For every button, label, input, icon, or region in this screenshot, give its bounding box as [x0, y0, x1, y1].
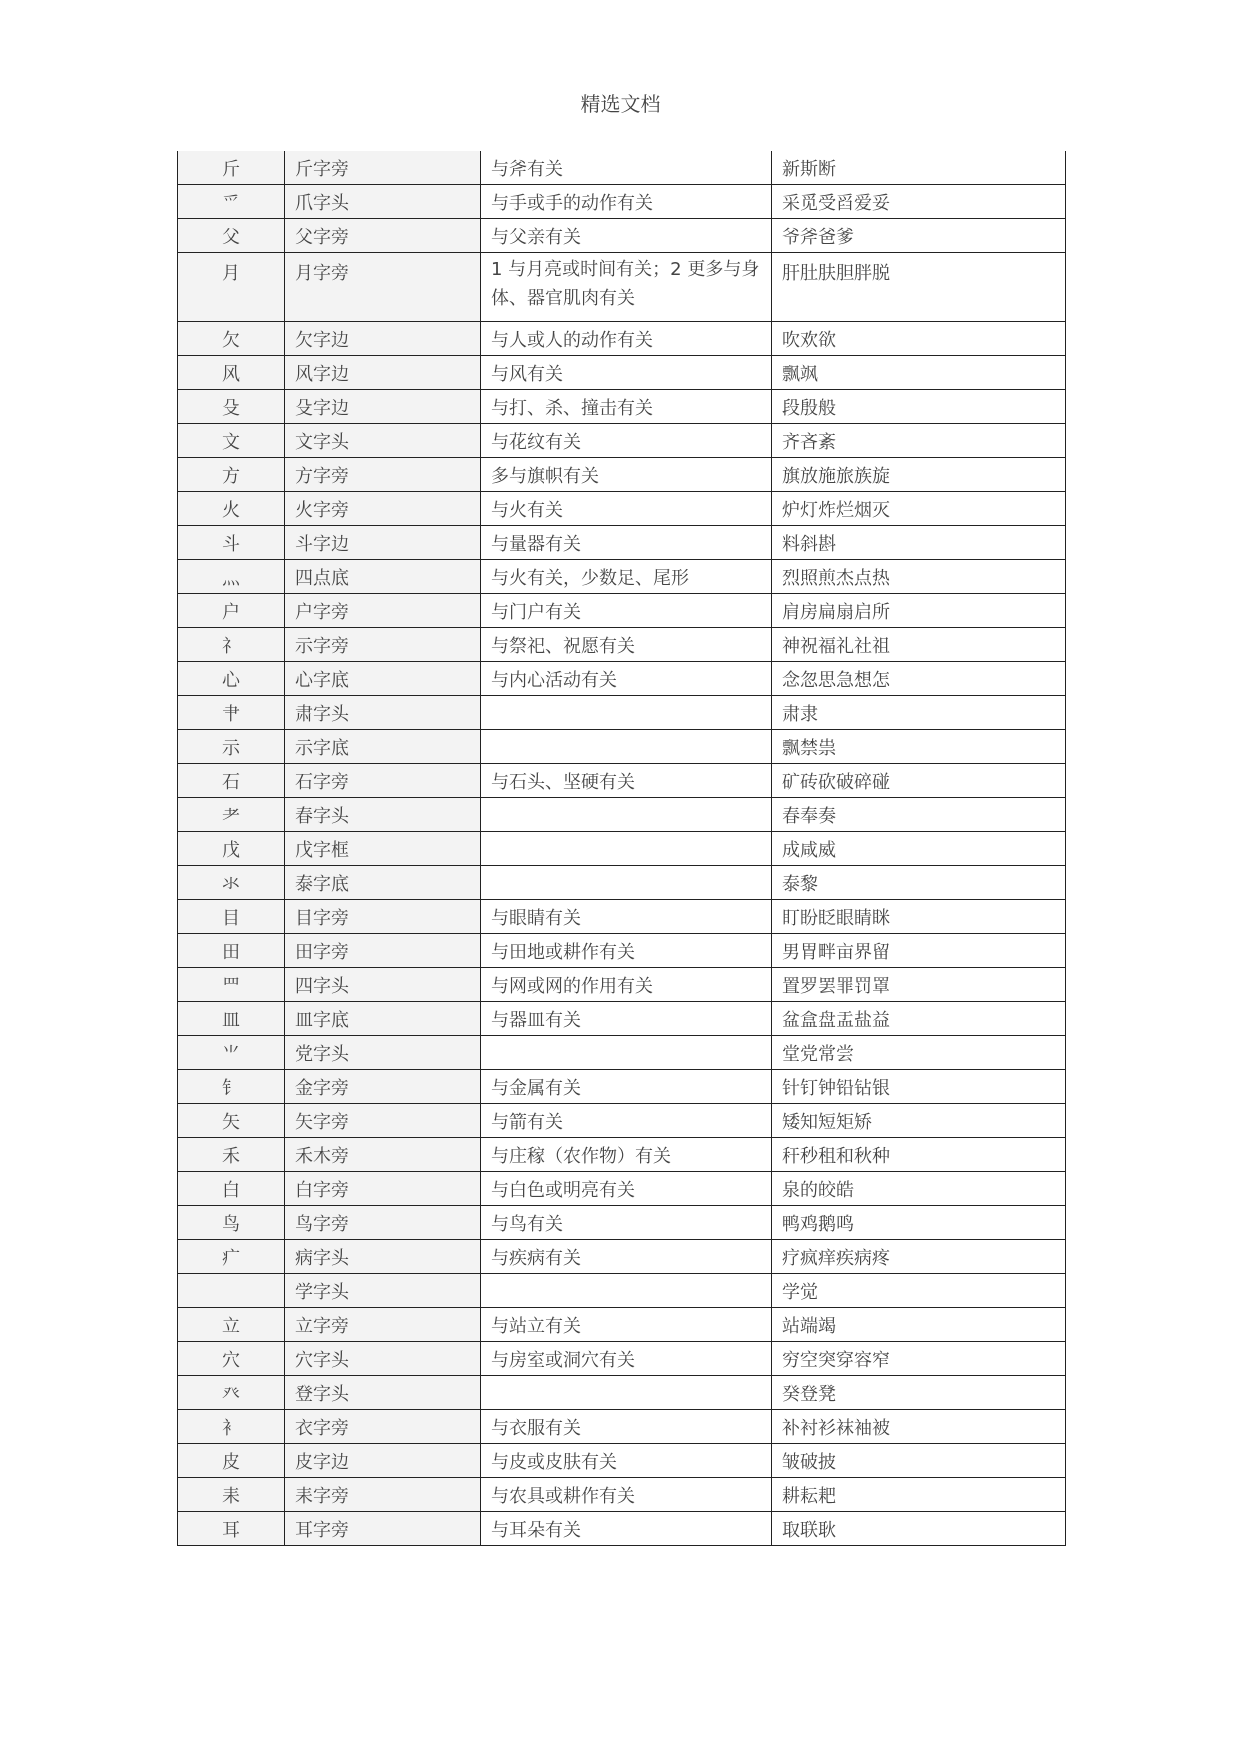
radical-name-cell: 白字旁 [285, 1172, 481, 1206]
examples-cell: 盯盼眨眼睛眯 [772, 900, 1066, 934]
radical-name-cell: 春字头 [285, 798, 481, 832]
examples-cell: 春奉奏 [772, 798, 1066, 832]
examples-cell: 神祝福礼社祖 [772, 628, 1066, 662]
radical-name-cell: 心字底 [285, 662, 481, 696]
meaning-cell: 与门户有关 [481, 594, 772, 628]
table-row [178, 1172, 1066, 1206]
examples-cell: 吹欢欲 [772, 322, 1066, 356]
examples-cell: 齐吝紊 [772, 424, 1066, 458]
meaning-cell: 与网或网的作用有关 [481, 968, 772, 1002]
meaning-cell: 与花纹有关 [481, 424, 772, 458]
radical-cell: 钅 [178, 1070, 285, 1104]
table-row [178, 185, 1066, 219]
examples-cell: 采觅受舀爱妥 [772, 185, 1066, 219]
radical-name-cell: 欠字边 [285, 322, 481, 356]
examples-cell: 泰黎 [772, 866, 1066, 900]
examples-cell: 矮知短矩矫 [772, 1104, 1066, 1138]
table-row [178, 968, 1066, 1002]
radical-name-cell: 肃字头 [285, 696, 481, 730]
meaning-cell: 与白色或明亮有关 [481, 1172, 772, 1206]
radical-cell: 殳 [178, 390, 285, 424]
examples-cell: 烈照煎杰点热 [772, 560, 1066, 594]
meaning-cell: 与风有关 [481, 356, 772, 390]
examples-cell: 念忽思急想怎 [772, 662, 1066, 696]
radical-name-cell: 登字头 [285, 1376, 481, 1410]
examples-cell: 癸登凳 [772, 1376, 1066, 1410]
radical-name-cell: 戊字框 [285, 832, 481, 866]
examples-cell: 堂党常尝 [772, 1036, 1066, 1070]
meaning-cell [481, 696, 772, 730]
table-row [178, 1376, 1066, 1410]
radical-cell: 白 [178, 1172, 285, 1206]
radical-name-cell: 示字底 [285, 730, 481, 764]
radical-name-cell: 示字旁 [285, 628, 481, 662]
radical-cell: 方 [178, 458, 285, 492]
table-row [178, 151, 1066, 185]
radical-cell: 石 [178, 764, 285, 798]
meaning-cell: 与耳朵有关 [481, 1512, 772, 1546]
examples-cell: 鸭鸡鹅鸣 [772, 1206, 1066, 1240]
table-row [178, 662, 1066, 696]
examples-cell: 新斯断 [772, 151, 1066, 185]
radical-cell: 穴 [178, 1342, 285, 1376]
meaning-cell: 与人或人的动作有关 [481, 322, 772, 356]
table-row [178, 594, 1066, 628]
radical-name-cell: 鸟字旁 [285, 1206, 481, 1240]
meaning-cell: 与父亲有关 [481, 219, 772, 253]
meaning-cell: 与箭有关 [481, 1104, 772, 1138]
meaning-cell: 与金属有关 [481, 1070, 772, 1104]
examples-cell: 泉的皎皓 [772, 1172, 1066, 1206]
table-row [178, 492, 1066, 526]
meaning-cell [481, 832, 772, 866]
radical-name-cell: 方字旁 [285, 458, 481, 492]
table-row [178, 1138, 1066, 1172]
examples-cell: 针钉钟铅钻银 [772, 1070, 1066, 1104]
table-row [178, 1206, 1066, 1240]
table-row [178, 1002, 1066, 1036]
table-row [178, 764, 1066, 798]
meaning-cell: 与鸟有关 [481, 1206, 772, 1240]
table-row [178, 1410, 1066, 1444]
radical-cell: 斤 [178, 151, 285, 185]
meaning-cell: 与田地或耕作有关 [481, 934, 772, 968]
radical-cell: 禾 [178, 1138, 285, 1172]
table-row [178, 628, 1066, 662]
radical-cell: 示 [178, 730, 285, 764]
table-row [178, 900, 1066, 934]
table-row [178, 1342, 1066, 1376]
examples-cell: 成咸威 [772, 832, 1066, 866]
radical-cell: 风 [178, 356, 285, 390]
meaning-cell [481, 730, 772, 764]
table-row [178, 1478, 1066, 1512]
table-row [178, 1444, 1066, 1478]
examples-cell: 段殷般 [772, 390, 1066, 424]
table-row [178, 356, 1066, 390]
table-row [178, 696, 1066, 730]
radical-cell: 爫 [178, 185, 285, 219]
meaning-cell: 与祭祀、祝愿有关 [481, 628, 772, 662]
radical-cell: 心 [178, 662, 285, 696]
table-row [178, 219, 1066, 253]
meaning-cell: 与火有关，少数足、尾形 [481, 560, 772, 594]
radical-name-cell: 殳字边 [285, 390, 481, 424]
radical-cell: 耒 [178, 1478, 285, 1512]
table-row [178, 1070, 1066, 1104]
examples-cell: 置罗罢罪罚罩 [772, 968, 1066, 1002]
radical-name-cell: 禾木旁 [285, 1138, 481, 1172]
page-header-title: 精选文档 [580, 92, 661, 116]
radical-name-cell: 斤字旁 [285, 151, 481, 185]
radical-name-cell: 耳字旁 [285, 1512, 481, 1546]
radical-name-cell: 月字旁 [285, 253, 481, 322]
radical-name-cell: 目字旁 [285, 900, 481, 934]
meaning-cell: 与疾病有关 [481, 1240, 772, 1274]
meaning-cell [481, 1274, 772, 1308]
examples-cell: 肝肚肤胆胖脱 [772, 253, 1066, 322]
radical-cell: 肀 [178, 696, 285, 730]
radical-name-cell: 风字边 [285, 356, 481, 390]
examples-cell: 秆秒租和秋种 [772, 1138, 1066, 1172]
table-row [178, 390, 1066, 424]
examples-cell: 料斜斟 [772, 526, 1066, 560]
meaning-cell: 与皮或皮肤有关 [481, 1444, 772, 1478]
examples-cell: 穷空突穿容窄 [772, 1342, 1066, 1376]
meaning-cell: 与斧有关 [481, 151, 772, 185]
examples-cell: 爷斧爸爹 [772, 219, 1066, 253]
radical-name-cell: 衣字旁 [285, 1410, 481, 1444]
examples-cell: 学觉 [772, 1274, 1066, 1308]
radical-cell: 礻 [178, 628, 285, 662]
radical-cell: 立 [178, 1308, 285, 1342]
radical-cell: 田 [178, 934, 285, 968]
radical-cell: 皿 [178, 1002, 285, 1036]
radical-cell: 火 [178, 492, 285, 526]
table-row [178, 1274, 1066, 1308]
meaning-cell: 与农具或耕作有关 [481, 1478, 772, 1512]
radical-name-cell: 金字旁 [285, 1070, 481, 1104]
radical-name-cell: 文字头 [285, 424, 481, 458]
radical-cell: 耳 [178, 1512, 285, 1546]
meaning-cell [481, 1376, 772, 1410]
table-row [178, 1104, 1066, 1138]
radical-name-cell: 病字头 [285, 1240, 481, 1274]
table-row [178, 322, 1066, 356]
examples-cell: 肃隶 [772, 696, 1066, 730]
radical-cell: 户 [178, 594, 285, 628]
examples-cell: 飘飒 [772, 356, 1066, 390]
radical-cell: 衤 [178, 1410, 285, 1444]
radical-cell: 耂 [178, 798, 285, 832]
radical-cell: 戊 [178, 832, 285, 866]
examples-cell: 疗疯痒疾病疼 [772, 1240, 1066, 1274]
meaning-cell [481, 866, 772, 900]
radical-name-cell: 泰字底 [285, 866, 481, 900]
meaning-cell [481, 798, 772, 832]
table-row [178, 458, 1066, 492]
radical-name-cell: 石字旁 [285, 764, 481, 798]
table-row [178, 1512, 1066, 1546]
radical-cell: 氺 [178, 866, 285, 900]
radical-name-cell: 党字头 [285, 1036, 481, 1070]
radical-name-cell: 穴字头 [285, 1342, 481, 1376]
radical-cell: 鸟 [178, 1206, 285, 1240]
examples-cell: 耕耘耙 [772, 1478, 1066, 1512]
table-row [178, 832, 1066, 866]
meaning-cell [481, 1036, 772, 1070]
radical-cell: 矢 [178, 1104, 285, 1138]
radical-cell: 罒 [178, 968, 285, 1002]
radical-name-cell: 爪字头 [285, 185, 481, 219]
radical-name-cell: 父字旁 [285, 219, 481, 253]
radical-cell: 月 [178, 253, 285, 322]
meaning-cell: 与器皿有关 [481, 1002, 772, 1036]
table-row [178, 934, 1066, 968]
meaning-cell: 与火有关 [481, 492, 772, 526]
table-row [178, 1308, 1066, 1342]
radical-name-cell: 耒字旁 [285, 1478, 481, 1512]
radical-name-cell: 学字头 [285, 1274, 481, 1308]
meaning-cell: 多与旗帜有关 [481, 458, 772, 492]
radical-name-cell: 四字头 [285, 968, 481, 1002]
radical-cell: 灬 [178, 560, 285, 594]
radical-table [177, 151, 1066, 1546]
radical-name-cell: 斗字边 [285, 526, 481, 560]
examples-cell: 旗放施旅族旋 [772, 458, 1066, 492]
table-row [178, 866, 1066, 900]
examples-cell: 补衬衫袜袖被 [772, 1410, 1066, 1444]
radical-name-cell: 四点底 [285, 560, 481, 594]
radical-name-cell: 矢字旁 [285, 1104, 481, 1138]
table-row [178, 424, 1066, 458]
radical-cell: 欠 [178, 322, 285, 356]
radical-cell: 疒 [178, 1240, 285, 1274]
meaning-cell: 与打、杀、撞击有关 [481, 390, 772, 424]
meaning-cell: 与石头、坚硬有关 [481, 764, 772, 798]
radical-name-cell: 立字旁 [285, 1308, 481, 1342]
examples-cell: 矿砖砍破碎碰 [772, 764, 1066, 798]
examples-cell: 肩房扁扇启所 [772, 594, 1066, 628]
meaning-cell: 与衣服有关 [481, 1410, 772, 1444]
table-row [178, 253, 1066, 322]
table-row [178, 560, 1066, 594]
radical-cell: 目 [178, 900, 285, 934]
meaning-cell: 与手或手的动作有关 [481, 185, 772, 219]
radical-name-cell: 户字旁 [285, 594, 481, 628]
radical-cell [178, 1274, 285, 1308]
radical-cell: 父 [178, 219, 285, 253]
meaning-cell: 1 与月亮或时间有关；2 更多与身体、器官肌肉有关 [481, 253, 772, 322]
examples-cell: 皱破披 [772, 1444, 1066, 1478]
radical-name-cell: 火字旁 [285, 492, 481, 526]
examples-cell: 取联耿 [772, 1512, 1066, 1546]
table-row [178, 798, 1066, 832]
table-row [178, 730, 1066, 764]
radical-name-cell: 皮字边 [285, 1444, 481, 1478]
radical-cell: ⺌ [178, 1036, 285, 1070]
examples-cell: 男胃畔亩界留 [772, 934, 1066, 968]
radical-cell: 皮 [178, 1444, 285, 1478]
radical-cell: 癶 [178, 1376, 285, 1410]
examples-cell: 炉灯炸烂烟灭 [772, 492, 1066, 526]
meaning-cell: 与房室或洞穴有关 [481, 1342, 772, 1376]
radical-cell: 斗 [178, 526, 285, 560]
radical-name-cell: 皿字底 [285, 1002, 481, 1036]
meaning-cell: 与庄稼（农作物）有关 [481, 1138, 772, 1172]
meaning-cell: 与眼睛有关 [481, 900, 772, 934]
radical-name-cell: 田字旁 [285, 934, 481, 968]
meaning-cell: 与内心活动有关 [481, 662, 772, 696]
examples-cell: 盆盒盘盂盐益 [772, 1002, 1066, 1036]
meaning-cell: 与站立有关 [481, 1308, 772, 1342]
meaning-cell: 与量器有关 [481, 526, 772, 560]
radical-cell: 文 [178, 424, 285, 458]
examples-cell: 站端竭 [772, 1308, 1066, 1342]
table-row [178, 1240, 1066, 1274]
radical-table-body [178, 151, 1066, 1546]
examples-cell: 飘禁祟 [772, 730, 1066, 764]
table-row [178, 1036, 1066, 1070]
table-row [178, 526, 1066, 560]
